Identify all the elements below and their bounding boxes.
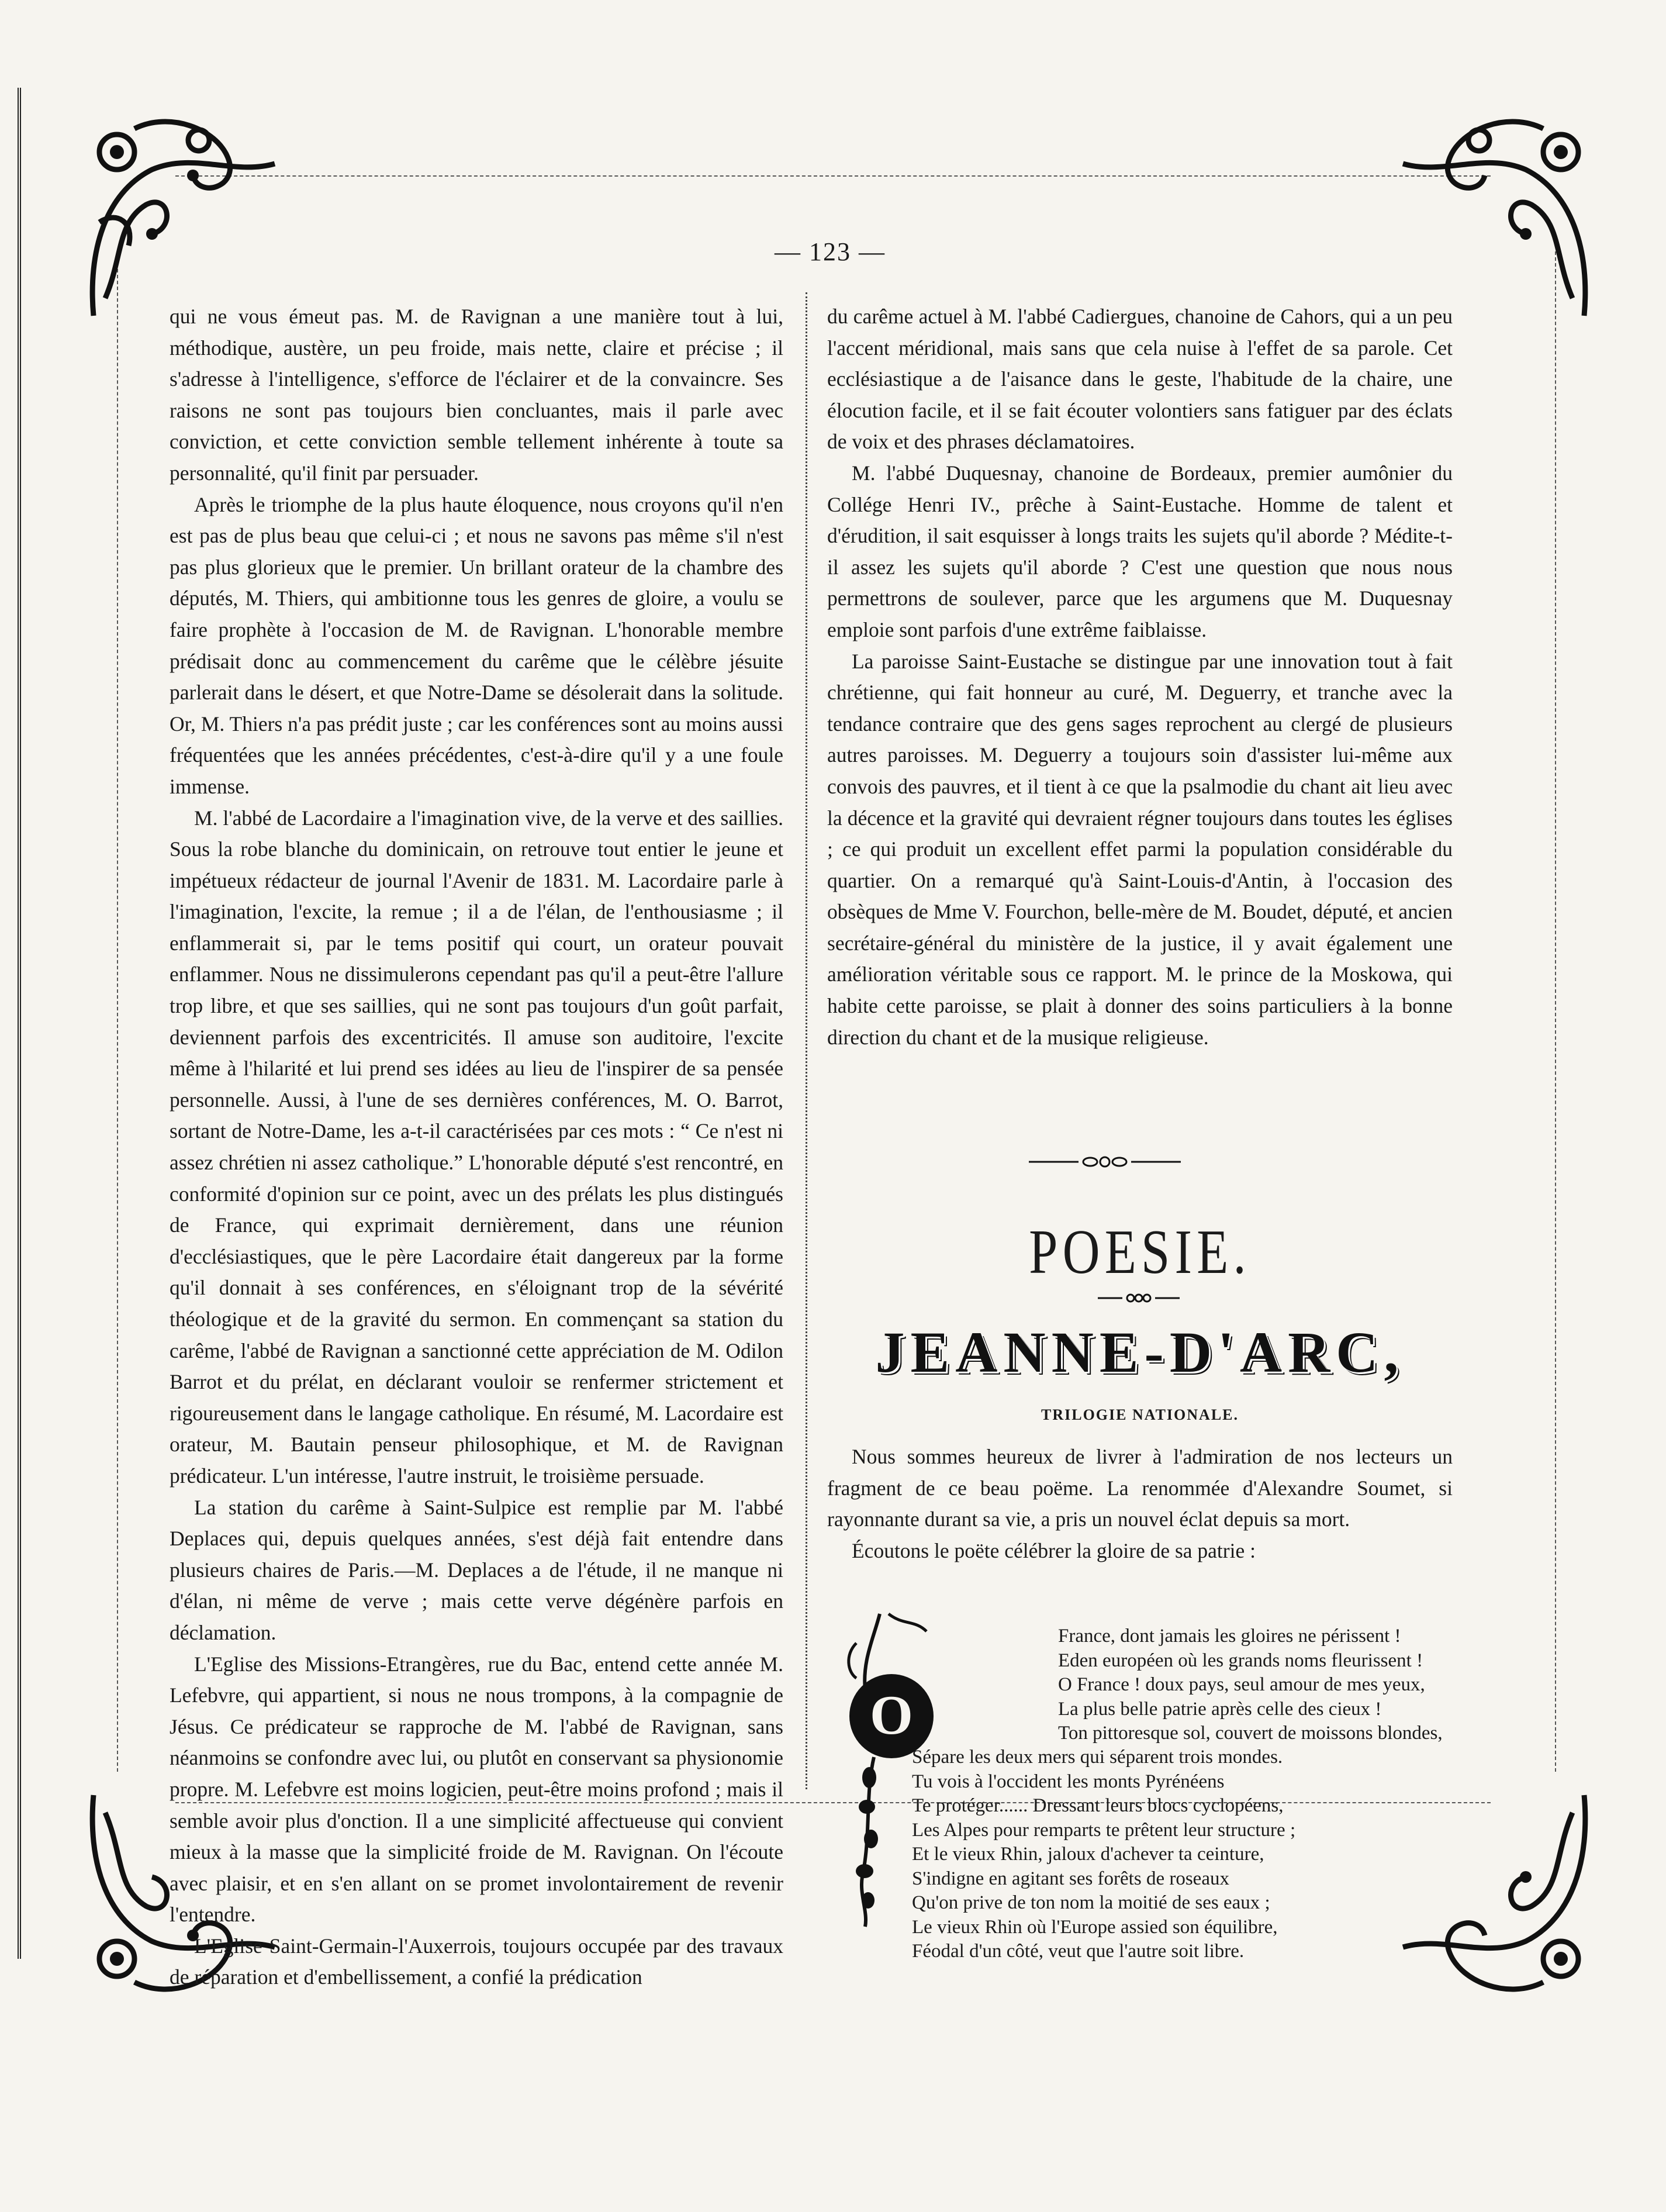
poem-line: La plus belle patrie après celle des cieux ! [1058, 1698, 1382, 1720]
drop-cap-letter: O [870, 1684, 913, 1746]
paragraph: qui ne vous émeut pas. M. de Ravignan a une manière tout à lui, méthodique, austère, un peu froide, mais nette, claire et précise ; il s'adresse à l'intelligence, s'efforce de l'éclairer et de la convaincre. Ses raisons ne sont pas toujours bien concluantes, mais il parle avec conviction, et cette conviction semble tellement inhérente à toute sa personnalité, qu'il finit par persuader. [170, 305, 783, 485]
poem-line: Et le vieux Rhin, jaloux d'achever ta ceinture, [912, 1844, 1264, 1865]
paragraph: Nous sommes heureux de livrer à l'admiration de nos lecteurs un fragment de ce beau poëme. La renommée d'Alexandre Soumet, si rayonnante durant sa vie, a pris un nouvel éclat depuis sa mort. [827, 1445, 1453, 1531]
paragraph: Écoutons le poëte célébrer la gloire de sa patrie : [852, 1538, 1256, 1562]
poem-line: Eden européen où les grands noms fleurissent ! [1058, 1649, 1423, 1671]
paragraph: L'Eglise Saint-Germain-l'Auxerrois, toujours occupée par des travaux de réparation et d'embellissement, a confié la prédication [170, 1934, 783, 1989]
binding-edge [0, 88, 21, 1959]
section-title: POESIE. [1029, 1217, 1251, 1287]
corner-ornament-bottom-right [1397, 1783, 1596, 2006]
poem-line: Tu vois à l'occident les monts Pyrénéens [912, 1771, 1225, 1792]
column-divider [806, 292, 807, 1789]
poem-introduction [827, 1441, 1453, 1566]
paragraph: M. l'abbé Duquesnay, chanoine de Bordeaux, premier aumônier du Collége Henri IV., prêche à Saint-Eustache. Homme de talent et d'érudition, il sait esquisser à longs traits les sujets qu'il aborde ? Médite-t-il assez les sujets qu'il aborde ? C'est une question que nous nous permettrons de soulever, parce que les argumens que M. Duquesnay emploie sont parfois d'une extrême faiblaisse. [827, 461, 1453, 641]
paragraph: Après le triomphe de la plus haute éloquence, nous croyons qu'il n'en est pas de plus beau que celui-ci ; et nous ne savons pas même s'il n'est pas plus glorieux que le premier. Un brillant orateur de la chambre des députés, M. Thiers, qui ambitionne tous les genres de gloire, a voulu se faire prophète à l'occasion de M. de Ravignan. L'honorable membre prédisait donc au commencement du carême que le célèbre jésuite parlerait dans le désert, et que Notre-Dame se désolerait dans la solitude. Or, M. Thiers n'a pas prédit juste ; car les conférences sont au moins aussi fréquentées que les années précédentes, c'est-à-dire qu'il y a une foule immense. [170, 492, 783, 798]
paragraph: La station du carême à Saint-Sulpice est remplie par M. l'abbé Deplaces qui, depuis quelques années, s'est déjà fait entendre dans plusieurs chaires de Paris.—M. Deplaces a de l'étude, il ne manque ni d'élan, ni même de verve ; mais cette verve dégénère parfois en déclamation. [170, 1495, 783, 1644]
poem-line: Te protéger...... Dressant leurs blocs cyclopéens, [912, 1795, 1284, 1816]
frame-right-rule [1555, 251, 1556, 1772]
corner-ornament-top-right [1397, 105, 1596, 327]
title-rule-ornament [1098, 1292, 1180, 1304]
left-column [170, 301, 783, 1993]
paragraph: La paroisse Saint-Eustache se distingue par une innovation tout à fait chrétienne, qui fait honneur au curé, M. Deguerry, et tranche avec la tendance contraire que des gens sages reprochent au clergé de plusieurs autres paroisses. M. Deguerry a toujours soin d'assister lui-même aux convois des pauvres, et il tient à ce que la psalmodie du chant ait lieu avec la décence et la gravité qui devraient régner toujours dans toutes les églises ; ce qui produit un excellent effet parmi la population considérable du quartier. On a remarqué qu'à Saint-Louis-d'Antin, à l'occasion des obsèques de Mme V. Fourchon, belle-mère de M. Boudet, député, et ancien secrétaire-général du ministère de la justice, il y avait également une amélioration véritable sous ce rapport. M. le prince de la Moskowa, qui habite cette paroisse, se plait à donner des soins particuliers à la bonne direction du chant et de la musique religieuse. [827, 649, 1453, 1049]
page-number: — 123 — [775, 237, 886, 266]
paragraph: M. l'abbé de Lacordaire a l'imagination vive, de la verve et des saillies. Sous la robe blanche du dominicain, on retrouve tout entier le jeune et impétueux rédacteur de journal l'Avenir de 1831. M. Lacordaire parle à l'imagination, l'excite, la remue ; il a de l'élan, de l'enthousiasme ; il enflammerait si, par le tems positif qui court, un orateur pouvait enflammer. Nous ne dissimulerons cependant pas qu'il a peut-être l'allure trop libre, et que ses saillies, qui ne sont pas toujours d'un goût parfait, deviennent parfois des excentricités. Il amuse son auditoire, l'excite même à l'hilarité et lui prend ses idées au lieu de l'inspirer de sa pensée personnelle. Aussi, à l'une de ses dernières conférences, M. O. Barrot, sortant de Notre-Dame, les a-t-il caractérisées par ces mots : “ Ce n'est ni assez chrétien ni assez catholique.” L'honorable député s'est rencontré, en conformité d'opinion sur ce point, avec un des prélats les plus distingués de France, qui exprimait dernièrement, dans une réunion d'ecclésiastiques, que le père Lacordaire était dangereux par la forme qu'il donnait à ses conférences, en s'éloignant trop de la sévérité théologique et de la gravité du sermon. En commençant sa station du carême, l'abbé de Ravignan a sanctionné cette appréciation de M. Odilon Barrot et du prélat, en déclarant vouloir se renfermer strictement et rigoureusement dans le langage catholique. En résumé, M. Lacordaire est orateur, M. Bautain penseur philosophique, et M. de Ravignan prédicateur. L'un intéresse, l'autre instruit, le troisième persuade. [170, 806, 783, 1488]
section-divider-ornament [1029, 1155, 1181, 1169]
poem-line: Ton pittoresque sol, couvert de moissons blondes, [1058, 1723, 1443, 1744]
poem-lines-indented [1058, 1624, 1443, 1746]
poem-line: S'indigne en agitant ses forêts de roseaux [912, 1868, 1229, 1889]
corner-ornament-top-left [82, 105, 281, 327]
frame-left-rule [117, 251, 118, 1772]
right-column [827, 301, 1453, 1053]
poem-line: France, dont jamais les gloires ne périssent ! [1058, 1626, 1401, 1647]
poem-line: Les Alpes pour remparts te prêtent leur structure ; [912, 1819, 1296, 1841]
paragraph: L'Eglise des Missions-Etrangères, rue du Bac, entend cette année M. Lefebvre, qui appartient, si nous ne nous trompons, à la compagnie de Jésus. Ce prédicateur se rapproche de M. l'abbé de Ravignan, sans néanmoins se confondre avec lui, ou plutôt en conservant sa physionomie propre. M. Lefebvre est moins logicien, peut-être moins profond ; mais il semble avoir plus d'onction. Il a une simplicité affectueuse qui convient mieux à la masse que la simplicité froide de M. Ravignan. On l'écoute avec plaisir, et en s'en allant on se promet involontairement de revenir l'entendre. [170, 1652, 783, 1927]
poem-title: JEANNE-D'ARC, [875, 1320, 1405, 1385]
poem-line: O France ! doux pays, seul amour de mes yeux, [1058, 1674, 1425, 1695]
poem-line: Qu'on prive de ton nom la moitié de ses eaux ; [912, 1892, 1270, 1913]
poem-line: Sépare les deux mers qui séparent trois mondes. [912, 1747, 1283, 1768]
poem-line: Le vieux Rhin où l'Europe assied son équilibre, [912, 1916, 1278, 1938]
paragraph: du carême actuel à M. l'abbé Cadiergues, chanoine de Cahors, qui a un peu l'accent méridional, mais sans que cela nuise à l'effet de sa parole. Cet ecclésiastique a de l'aisance dans le geste, l'habitude de la chaire, une élocution facile, et il se fait écouter volontiers sans fatiguer par des éclats de voix et des phrases déclamatoires. [827, 305, 1453, 454]
poem-lines [912, 1745, 1295, 1964]
poem-subtitle: TRILOGIE NATIONALE. [1041, 1406, 1239, 1423]
poem-line: Féodal d'un côté, veut que l'autre soit libre. [912, 1941, 1245, 1962]
